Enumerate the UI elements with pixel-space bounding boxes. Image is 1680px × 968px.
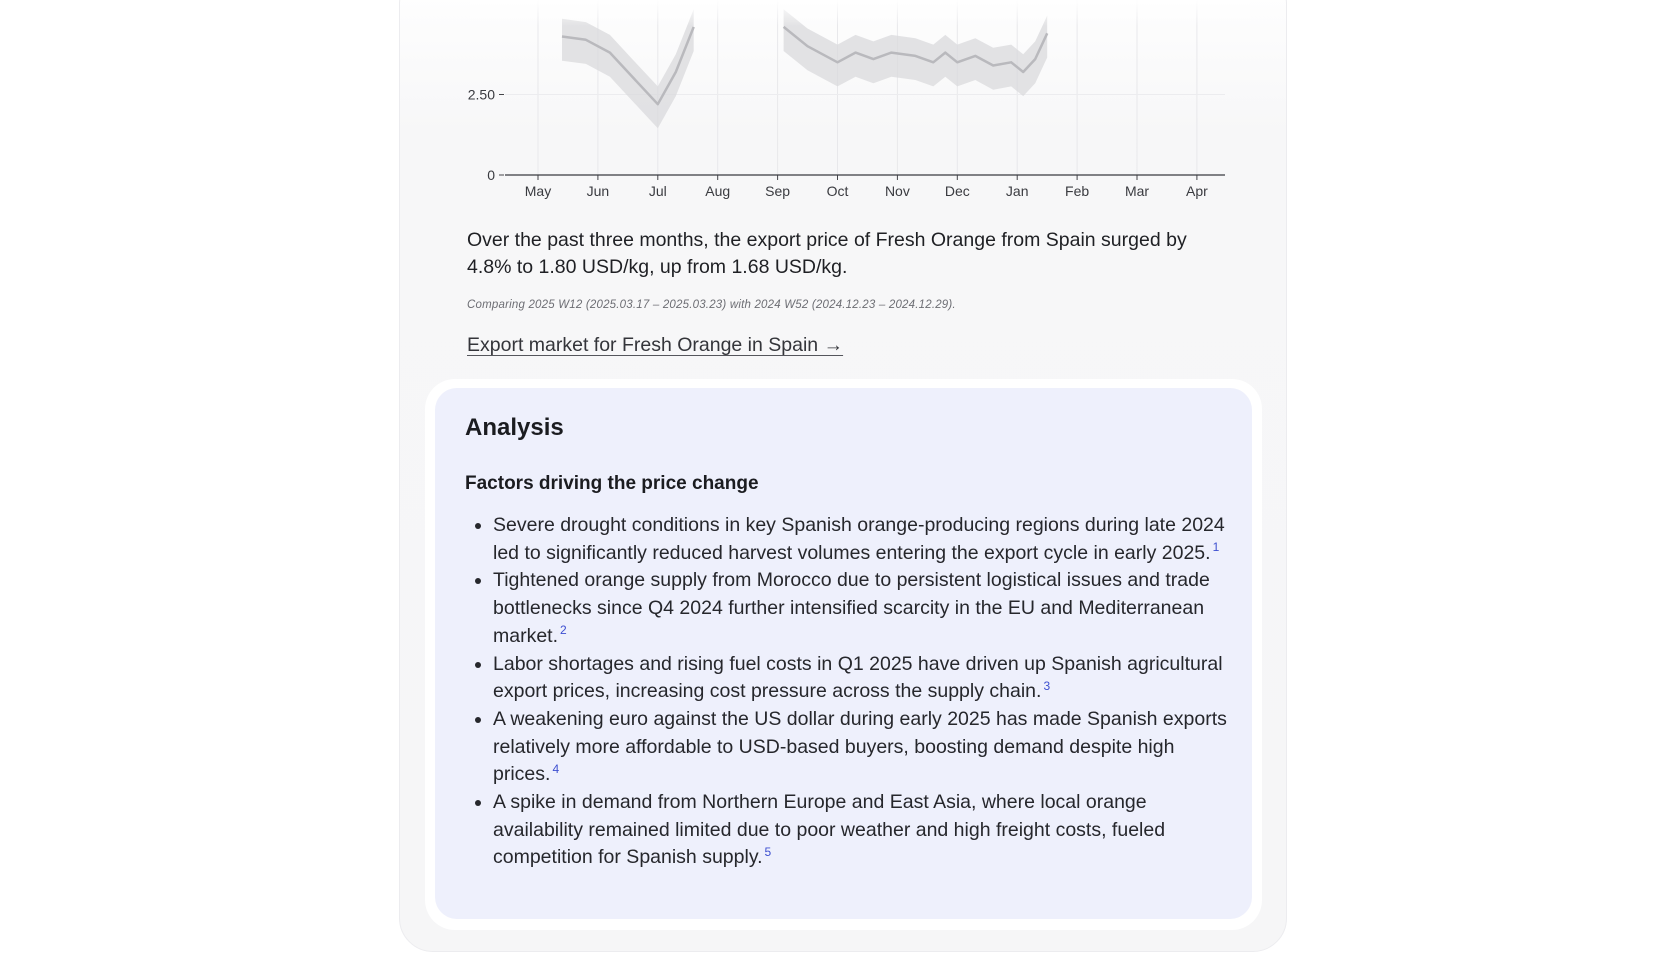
citation-link[interactable]: 2 bbox=[560, 623, 567, 638]
x-tick-label: Mar bbox=[1124, 183, 1150, 199]
factor-list bbox=[465, 512, 1235, 872]
factor-text: Tightened orange supply from Morocco due to persistent logistical issues and trade bottlenecks since Q4 2024 further intensified scarcity in the EU and Mediterranean market. bbox=[493, 569, 1210, 647]
x-tick-label: Aug bbox=[705, 183, 731, 199]
factors-heading: Factors driving the price change bbox=[465, 473, 759, 494]
x-tick-label: Apr bbox=[1186, 183, 1208, 199]
bullet-icon bbox=[475, 717, 481, 723]
x-tick-label: Dec bbox=[944, 183, 970, 199]
citation-link[interactable]: 4 bbox=[552, 761, 560, 776]
x-tick-label: Jun bbox=[586, 183, 610, 199]
x-tick-label: Jan bbox=[1005, 183, 1029, 199]
comparison-note: Comparing 2025 W12 (2025.03.17 – 2025.03.23) with 2024 W52 (2024.12.23 – 2024.12.29). bbox=[467, 299, 956, 311]
bullet-icon bbox=[475, 800, 481, 806]
bullet-icon bbox=[475, 662, 481, 668]
factor-text: Labor shortages and rising fuel costs in Q1 2025 have driven up Spanish agricultural export prices, increasing cost pressure across the supply chain. bbox=[493, 652, 1223, 703]
y-tick-label: 0 bbox=[487, 167, 495, 183]
confidence-band bbox=[562, 9, 694, 128]
x-tick-label: Jul bbox=[648, 183, 667, 199]
x-tick-label: Feb bbox=[1065, 183, 1090, 199]
bullet-icon bbox=[475, 578, 481, 584]
factor-item bbox=[465, 512, 1235, 567]
citation-link[interactable]: 5 bbox=[764, 844, 772, 859]
analysis-content bbox=[435, 388, 1252, 919]
x-tick-label: Sep bbox=[765, 183, 791, 199]
factor-text: A spike in demand from Northern Europe and East Asia, where local orange availability remained limited due to poor weather and high freight costs, fueled competition for Spanish supply. bbox=[493, 791, 1166, 869]
factor-item bbox=[465, 567, 1235, 650]
bullet-icon bbox=[475, 523, 481, 529]
factor-text: Severe drought conditions in key Spanish orange-producing regions during late 2024 led to significantly reduced harvest volumes entering the export cycle in early 2025. bbox=[493, 514, 1225, 564]
factor-text: A weakening euro against the US dollar during early 2025 has made Spanish exports relatively more affordable to USD-based buyers, boosting demand despite high prices. bbox=[493, 707, 1227, 786]
x-tick-label: Nov bbox=[884, 183, 910, 199]
factor-item bbox=[465, 789, 1235, 872]
citation-link[interactable]: 1 bbox=[1212, 540, 1220, 555]
factor-item bbox=[465, 706, 1235, 789]
export-market-link[interactable]: Export market for Fresh Orange in Spain → bbox=[467, 334, 844, 356]
price-summary: Over the past three months, the export price of Fresh Orange from Spain surged by 4.8% to 1.80 USD/kg, up from 1.68 USD/kg. bbox=[467, 229, 1187, 278]
y-tick-label: 2.50 bbox=[467, 86, 495, 103]
x-tick-label: May bbox=[524, 183, 552, 199]
factor-item bbox=[465, 651, 1235, 706]
analysis-panel bbox=[425, 379, 1262, 930]
citation-link[interactable]: 3 bbox=[1043, 678, 1051, 693]
price-chart bbox=[0, 0, 1680, 210]
analysis-title: Analysis bbox=[465, 414, 564, 441]
x-tick-label: Oct bbox=[826, 183, 849, 199]
